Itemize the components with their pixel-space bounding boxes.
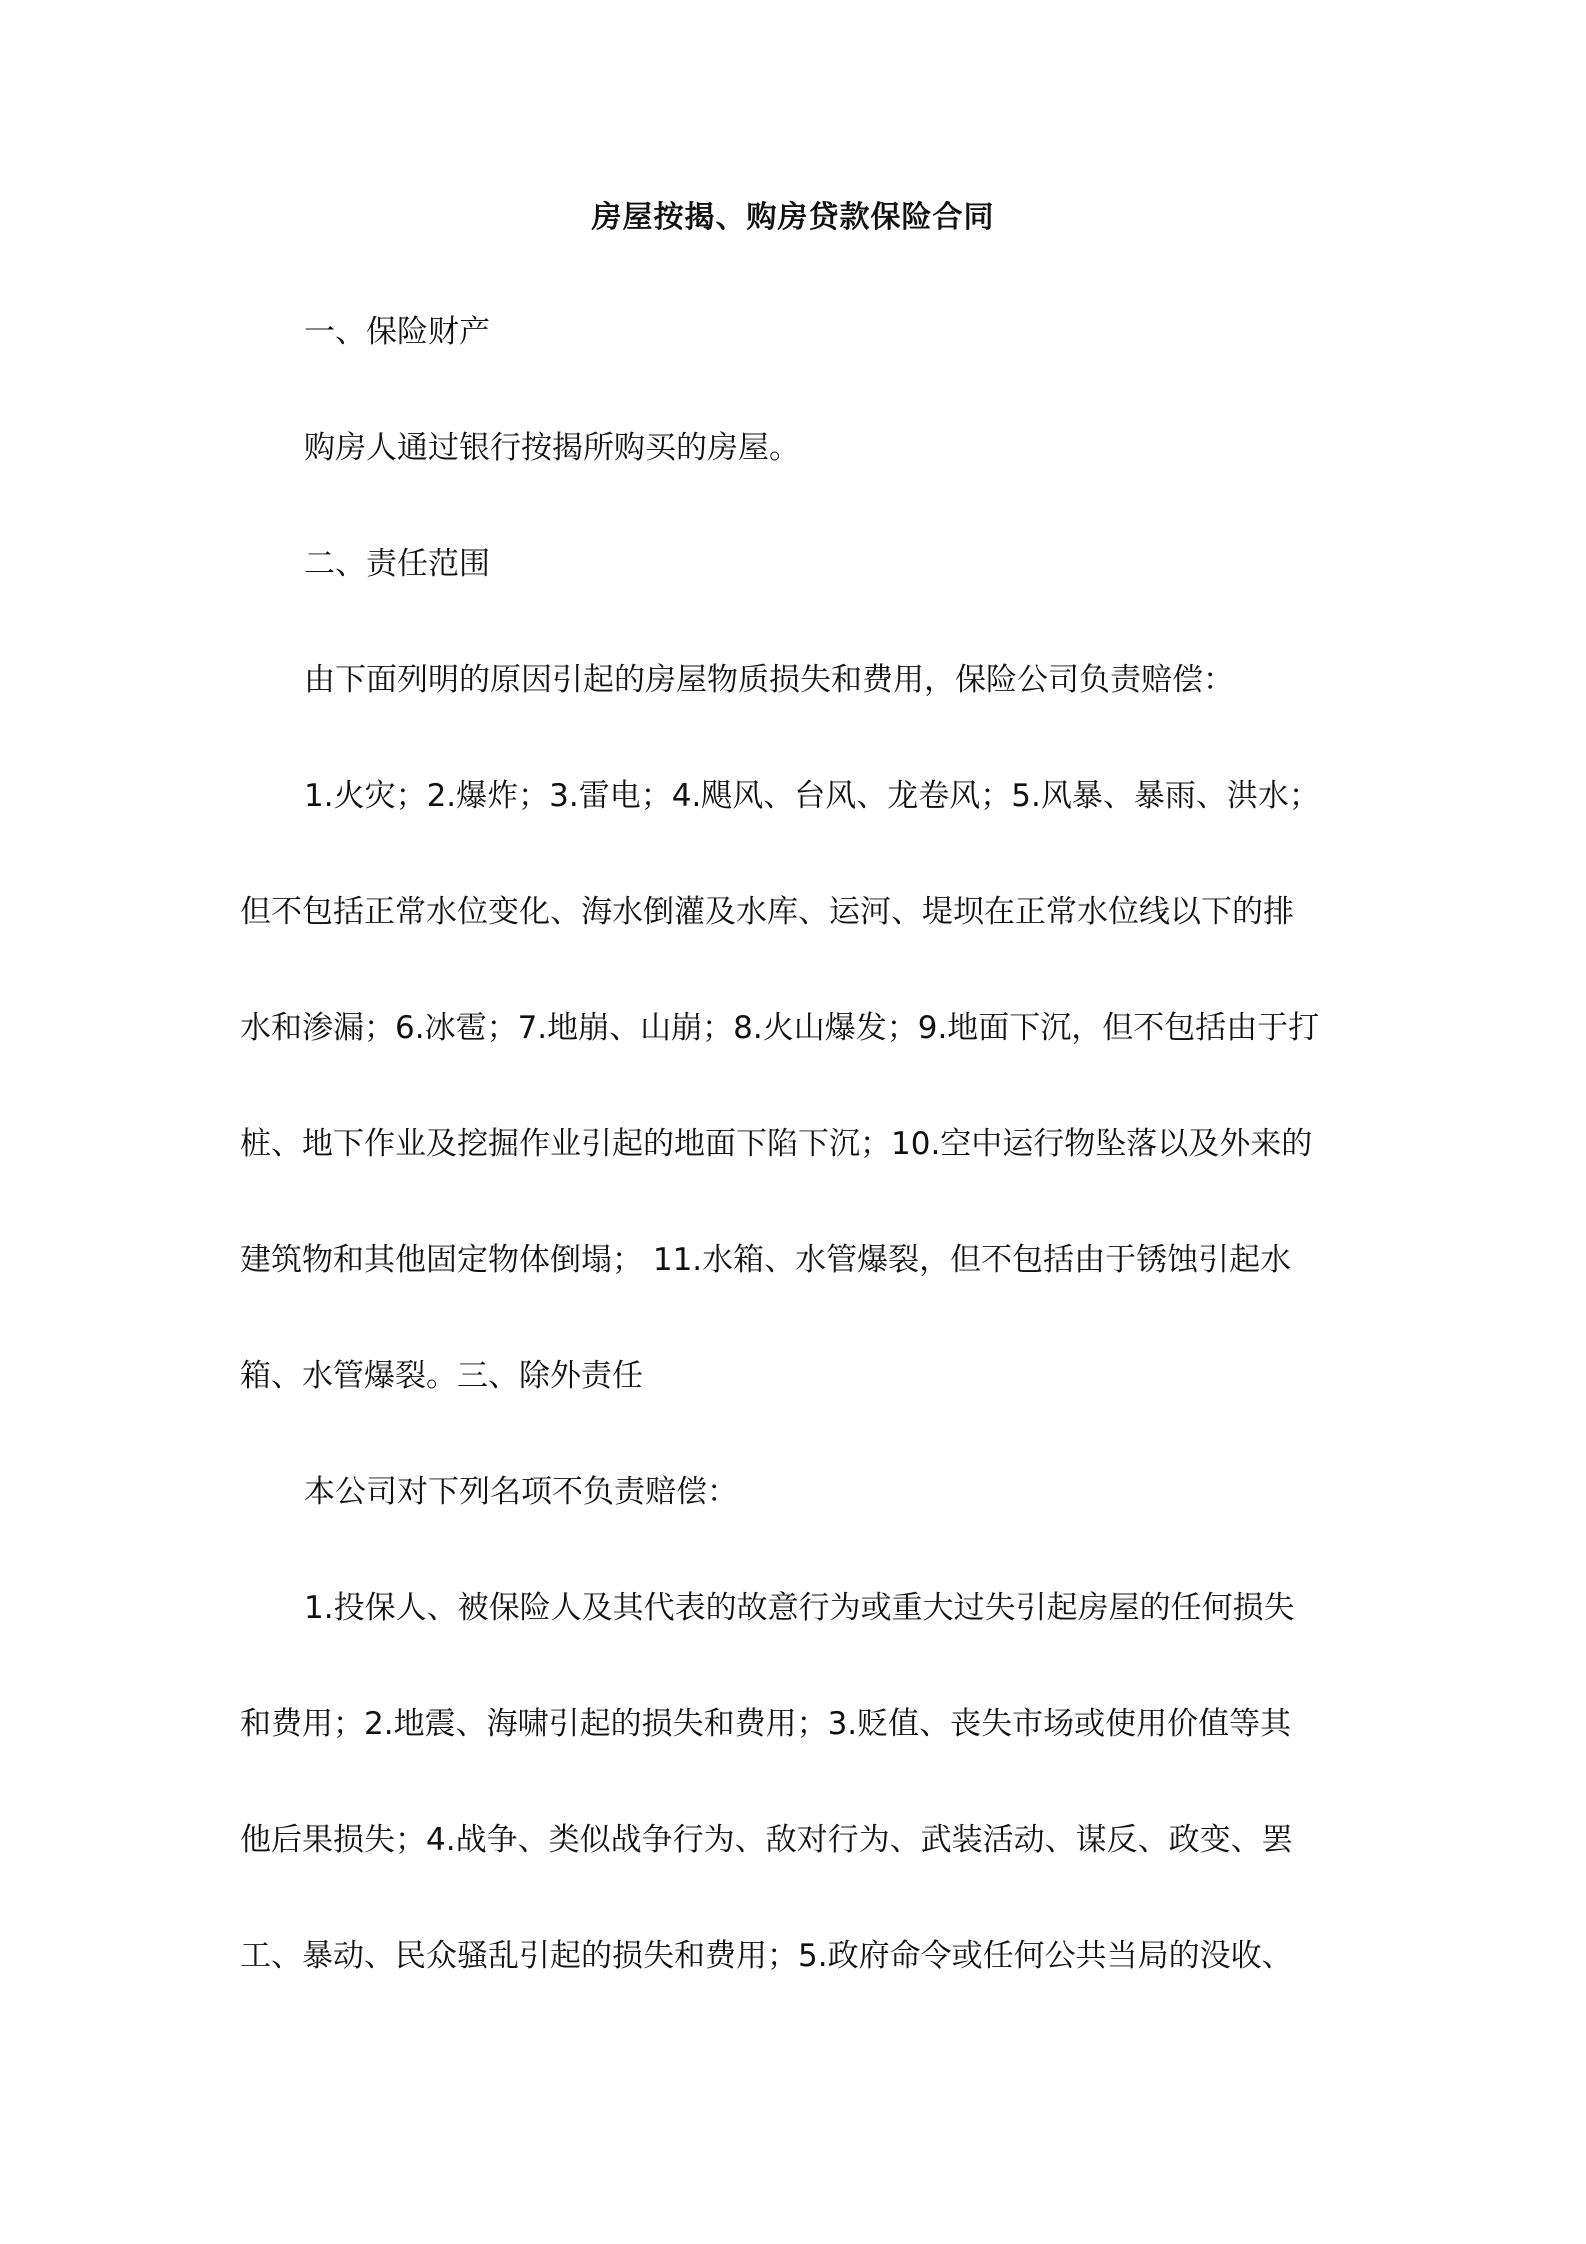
coverage-list-line: 1.火灾；2.爆炸；3.雷电；4.飓风、台风、龙卷风；5.风暴、暴雨、洪水； <box>304 778 1320 814</box>
section-heading-coverage-scope: 二、责任范围 <box>304 546 490 582</box>
coverage-intro-text: 由下面列明的原因引起的房屋物质损失和费用，保险公司负责赔偿： <box>304 662 1234 698</box>
exclusions-list-line: 1.投保人、被保险人及其代表的故意行为或重大过失引起房屋的任何损失 <box>304 1590 1295 1626</box>
coverage-list-line: 水和渗漏；6.冰雹；7.地崩、山崩；8.火山爆发；9.地面下沉，但不包括由于打 <box>240 1010 1320 1046</box>
coverage-list-line: 但不包括正常水位变化、海水倒灌及水库、运河、堤坝在正常水位线以下的排 <box>240 894 1294 930</box>
exclusions-list-line: 工、暴动、民众骚乱引起的损失和费用；5.政府命令或任何公共当局的没收、 <box>240 1938 1293 1974</box>
coverage-list-line: 桩、地下作业及挖掘作业引起的地面下陷下沉；10.空中运行物坠落以及外来的 <box>240 1126 1313 1162</box>
coverage-list-line: 建筑物和其他固定物体倒塌； 11.水箱、水管爆裂，但不包括由于锈蚀引起水 <box>240 1242 1292 1278</box>
section-heading-insured-property: 一、保险财产 <box>304 314 490 350</box>
coverage-list-line: 箱、水管爆裂。三、除外责任 <box>240 1358 643 1394</box>
exclusions-intro-text: 本公司对下列名项不负责赔偿： <box>304 1474 738 1510</box>
exclusions-list-line: 他后果损失；4.战争、类似战争行为、敌对行为、武装活动、谋反、政变、罢 <box>240 1822 1293 1858</box>
insured-property-text: 购房人通过银行按揭所购买的房屋。 <box>304 430 800 466</box>
exclusions-list-line: 和费用；2.地震、海啸引起的损失和费用；3.贬值、丧失市场或使用价值等其 <box>240 1706 1292 1742</box>
document-title: 房屋按揭、购房贷款保险合同 <box>591 200 995 235</box>
